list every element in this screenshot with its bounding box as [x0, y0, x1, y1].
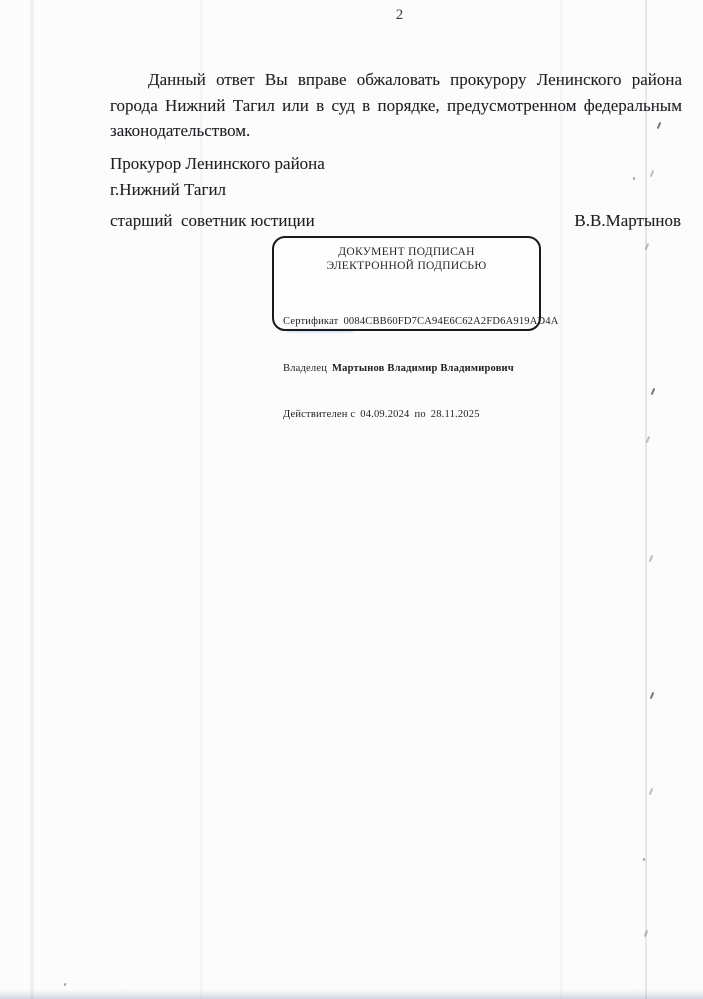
stamp-validity-line [283, 407, 539, 423]
stamp-title-line1: ДОКУМЕНТ ПОДПИСАН [338, 246, 475, 258]
scan-speck [649, 555, 654, 562]
signer-position-block [110, 151, 325, 203]
stamp-certificate-line [283, 314, 559, 330]
scan-fold-line [645, 0, 647, 999]
scan-speck [642, 858, 645, 862]
scan-speck [649, 788, 654, 795]
scan-speck [650, 170, 655, 177]
scan-speck [651, 388, 656, 395]
stamp-owner-line [283, 361, 539, 377]
scan-speck [644, 930, 649, 937]
certificate-label: Сертификат [283, 316, 339, 327]
scan-speck [650, 692, 655, 699]
validity-to-date: 28.11.2025 [430, 409, 480, 420]
scan-fold-line-faint [200, 0, 202, 999]
electronic-signature-stamp [272, 236, 559, 420]
scan-fold-line-faint [560, 0, 562, 999]
scan-speck [632, 177, 635, 181]
page-number: 2 [395, 7, 404, 23]
owner-name: Мартынов Владимир Владимирович [332, 362, 514, 374]
validity-from-date: 04.09.2024 [360, 409, 410, 420]
validity-separator: по [414, 409, 426, 420]
signoff-row [110, 211, 681, 231]
stamp-title-line2: ЭЛЕКТРОННОЙ ПОДПИСЬЮ [326, 259, 487, 272]
certificate-value: 0084CBB60FD7CA94E6C62A2FD6A919AD4A [343, 316, 559, 327]
body-paragraph: Данный ответ Вы вправе обжаловать прокурору Ленинского района города Нижний Тагил или в суд в порядке, предусмотренном федеральным законодательством. [110, 70, 682, 140]
signer-position-line2: г.Нижний Тагил [110, 180, 227, 199]
scan-speck [645, 243, 650, 250]
signer-position-line1: Прокурор Ленинского района [110, 154, 325, 173]
owner-label: Владелец [283, 362, 328, 374]
signer-rank: старший советник юстиции [110, 211, 315, 230]
validity-label: Действителен с [283, 409, 356, 420]
scan-speck [63, 983, 66, 987]
stamp-details [283, 283, 559, 454]
signer-name: В.В.Мартынов [574, 211, 681, 230]
scan-speck [646, 436, 651, 443]
scan-bottom-edge [0, 989, 703, 999]
stamp-title [274, 246, 539, 273]
scan-noise-column [30, 0, 34, 999]
